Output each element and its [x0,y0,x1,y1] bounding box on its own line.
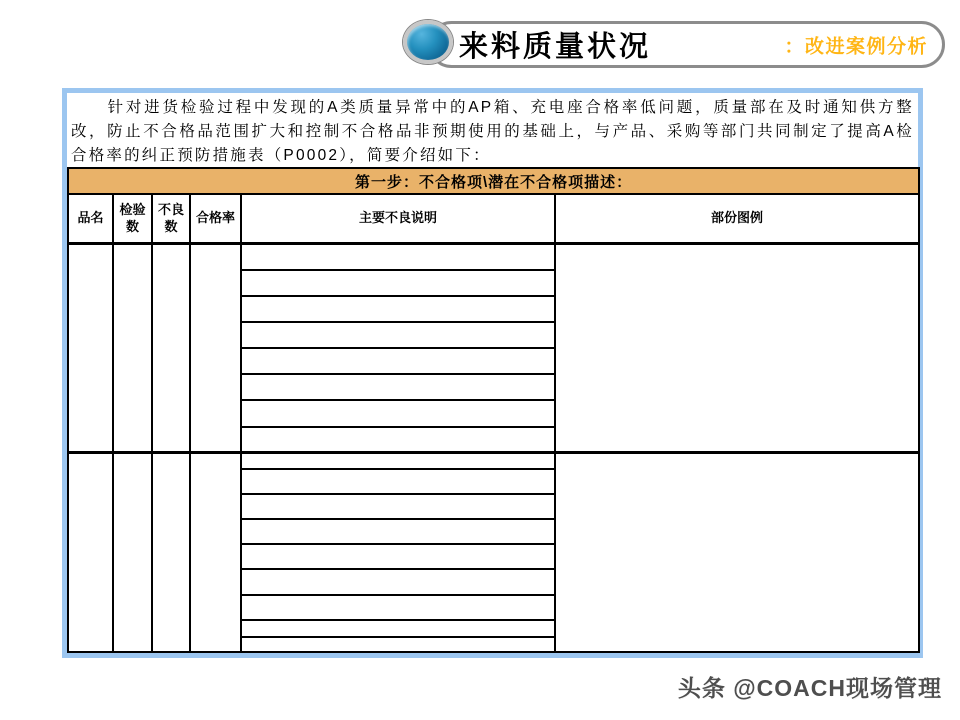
table-section-1 [68,243,919,452]
desc-cell [241,469,555,494]
column-header-illustration: 部份图例 [555,194,919,243]
inspected-qty-cell [113,453,152,652]
column-header-defect-description: 主要不良说明 [241,194,555,243]
desc-cell [241,296,555,322]
intro-paragraph: 针对进货检验过程中发现的A类质量异常中的AP箱、充电座合格率低问题，质量部在及时通知供方整改，防止不合格品范围扩大和控制不合格品非预期使用的基础上，与产品、采购等部门共同制定了提高A检合格率的纠正预防措施表（P0002），简要介绍如下： [71,99,914,164]
pass-rate-cell [190,453,241,652]
desc-cell [241,595,555,620]
column-header-product: 品名 [68,194,113,243]
desc-cell [241,427,555,453]
desc-cell [241,374,555,400]
desc-cell [241,569,555,594]
desc-cell [241,544,555,569]
product-cell [68,453,113,652]
desc-cell [241,270,555,296]
page-title: 来料质量状况 [459,31,652,63]
step-banner-row [68,168,919,194]
page-subtitle: ：改进案例分析 [784,36,928,57]
desc-cell [241,400,555,426]
defect-qty-cell [152,453,190,652]
desc-subrow [68,243,919,269]
column-header-row [68,194,919,243]
quality-table [67,167,920,653]
defect-qty-cell [152,243,190,452]
watermark: 头条 @COACH现场管理 [677,675,942,701]
inspected-qty-cell [113,243,152,452]
desc-cell [241,620,555,637]
desc-cell [241,453,555,469]
illustration-cell [555,453,919,652]
sphere-icon [403,20,453,64]
column-header-defect-qty: 不良数 [152,194,190,243]
content-frame [62,88,923,658]
step-banner: 第一步：不合格项\潜在不合格项描述： [68,168,919,194]
desc-cell [241,243,555,269]
desc-cell [241,322,555,348]
desc-cell [241,494,555,519]
column-header-inspected-qty: 检验数 [113,194,152,243]
product-cell [68,243,113,452]
desc-cell [241,637,555,652]
pass-rate-cell [190,243,241,452]
desc-subrow [68,453,919,469]
column-header-pass-rate: 合格率 [190,194,241,243]
title-banner [428,21,945,68]
table-section-2 [68,453,919,652]
table-head [68,168,919,243]
desc-cell [241,348,555,374]
desc-cell [241,519,555,544]
illustration-cell [555,243,919,452]
